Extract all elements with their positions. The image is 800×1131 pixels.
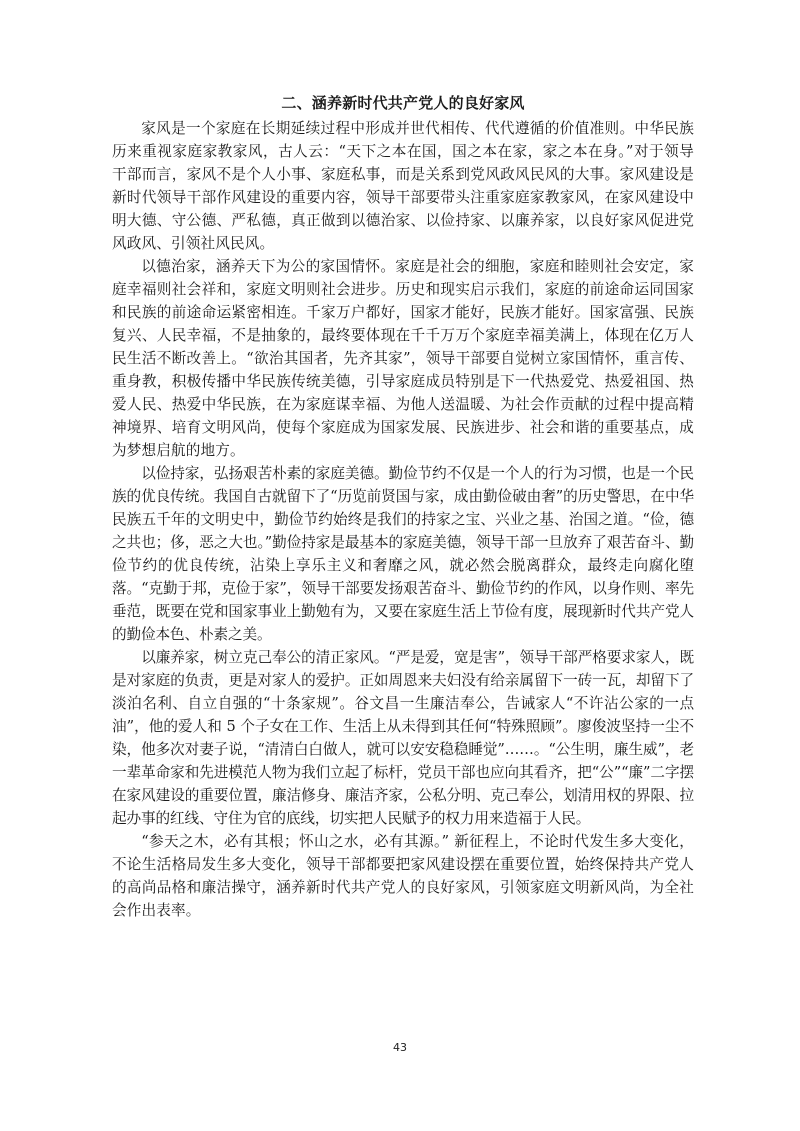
paragraph-frugal-household: 以俭持家，弘扬艰苦朴素的家庭美德。勤俭节约不仅是一个人的行为习惯，也是一个民族的优良传统。我国自古就留下了“历览前贤国与家，成由勤俭破由奢”的历史警思，在中华民族五千年的文明史中，勤俭节约始终是我们的持家之宝、兴业之基、治国之道。“俭，德之共也；侈，恶之大也。”勤俭持家是最基本的家庭美德，领导干部一旦放弃了艰苦奋斗、勤俭节约的优良传统，沾染上享乐主义和奢靡之风，就必然会脱离群众，最终走向腐化堕落。“克勤于邦，克俭于家”，领导干部要发扬艰苦奋斗、勤俭节约的作风，以身作则、率先垂范，既要在党和国家事业上勤勉有为，又要在家庭生活上节俭有度，展现新时代共产党人的勤俭本色、朴素之美。: [112, 465, 694, 643]
paragraph-conclusion: “参天之木，必有其根；怀山之水，必有其源。” 新征程上，不论时代发生多大变化，不论生活格局发生多大变化，领导干部都要把家风建设摆在重要位置，始终保持共产党人的高尚品格和廉洁操守，涵养新时代共产党人的良好家风，引领家庭文明新风尚，为全社会作出表率。: [112, 833, 694, 919]
page-number: 43: [393, 1041, 407, 1054]
paragraph-family-tradition-intro: 家风是一个家庭在长期延续过程中形成并世代相传、代代遵循的价值准则。中华民族历来重视家庭家教家风，古人云：“天下之本在国，国之本在家，家之本在身。”对于领导干部而言，家风不是个人小事、家庭私事，而是关系到党风政风民风的大事。家风建设是新时代领导干部作风建设的重要内容，领导干部要带头注重家庭家教家风，在家风建设中明大德、守公德、严私德，真正做到以德治家、以俭持家、以廉养家，以良好家风促进党风政风、引领社风民风。: [112, 120, 694, 252]
section-heading: 二、涵养新时代共产党人的良好家风: [281, 94, 525, 112]
document-page: [112, 92, 694, 922]
paragraph-integrity-family: 以廉养家，树立克己奉公的清正家风。“严是爱，宽是害”，领导干部严格要求家人，既是对家庭的负责，更是对家人的爱护。正如周恩来夫妇没有给亲属留下一砖一瓦，却留下了淡泊名利、自立自强的“十条家规”。谷文昌一生廉洁奉公，告诫家人“不许沾公家的一点油”，他的爱人和 5 个子女在工作、生活上从未得到其任何“特殊照顾”。廖俊波坚持一尘不染，他多次对妻子说，“清清白白做人，就可以安安稳稳睡觉”……。“公生明，廉生威”，老一辈革命家和先进模范人物为我们立起了标杆，党员干部也应向其看齐，把“公”“廉”二字摆在家风建设的重要位置，廉洁修身、廉洁齐家，公私分明、克己奉公，划清用权的界限、拉起办事的红线、守住为官的底线，切实把人民赋予的权力用来造福于人民。: [112, 649, 694, 827]
paragraph-govern-family-with-virtue: 以德治家，涵养天下为公的家国情怀。家庭是社会的细胞，家庭和睦则社会安定，家庭幸福则社会祥和，家庭文明则社会进步。历史和现实启示我们，家庭的前途命运同国家和民族的前途命运紧密相连。千家万户都好，国家才能好，民族才能好。国家富强、民族复兴、人民幸福，不是抽象的，最终要体现在千千万万个家庭幸福美满上，体现在亿万人民生活不断改善上。“欲治其国者，先齐其家”，领导干部要自觉树立家国情怀，重言传、重身教，积极传播中华民族传统美德，引导家庭成员特别是下一代热爱党、热爱祖国、热爱人民、热爱中华民族，在为家庭谋幸福、为他人送温暖、为社会作贡献的过程中提高精神境界、培育文明风尚，使每个家庭成为国家发展、民族进步、社会和谐的重要基点，成为梦想启航的地方。: [112, 258, 694, 459]
